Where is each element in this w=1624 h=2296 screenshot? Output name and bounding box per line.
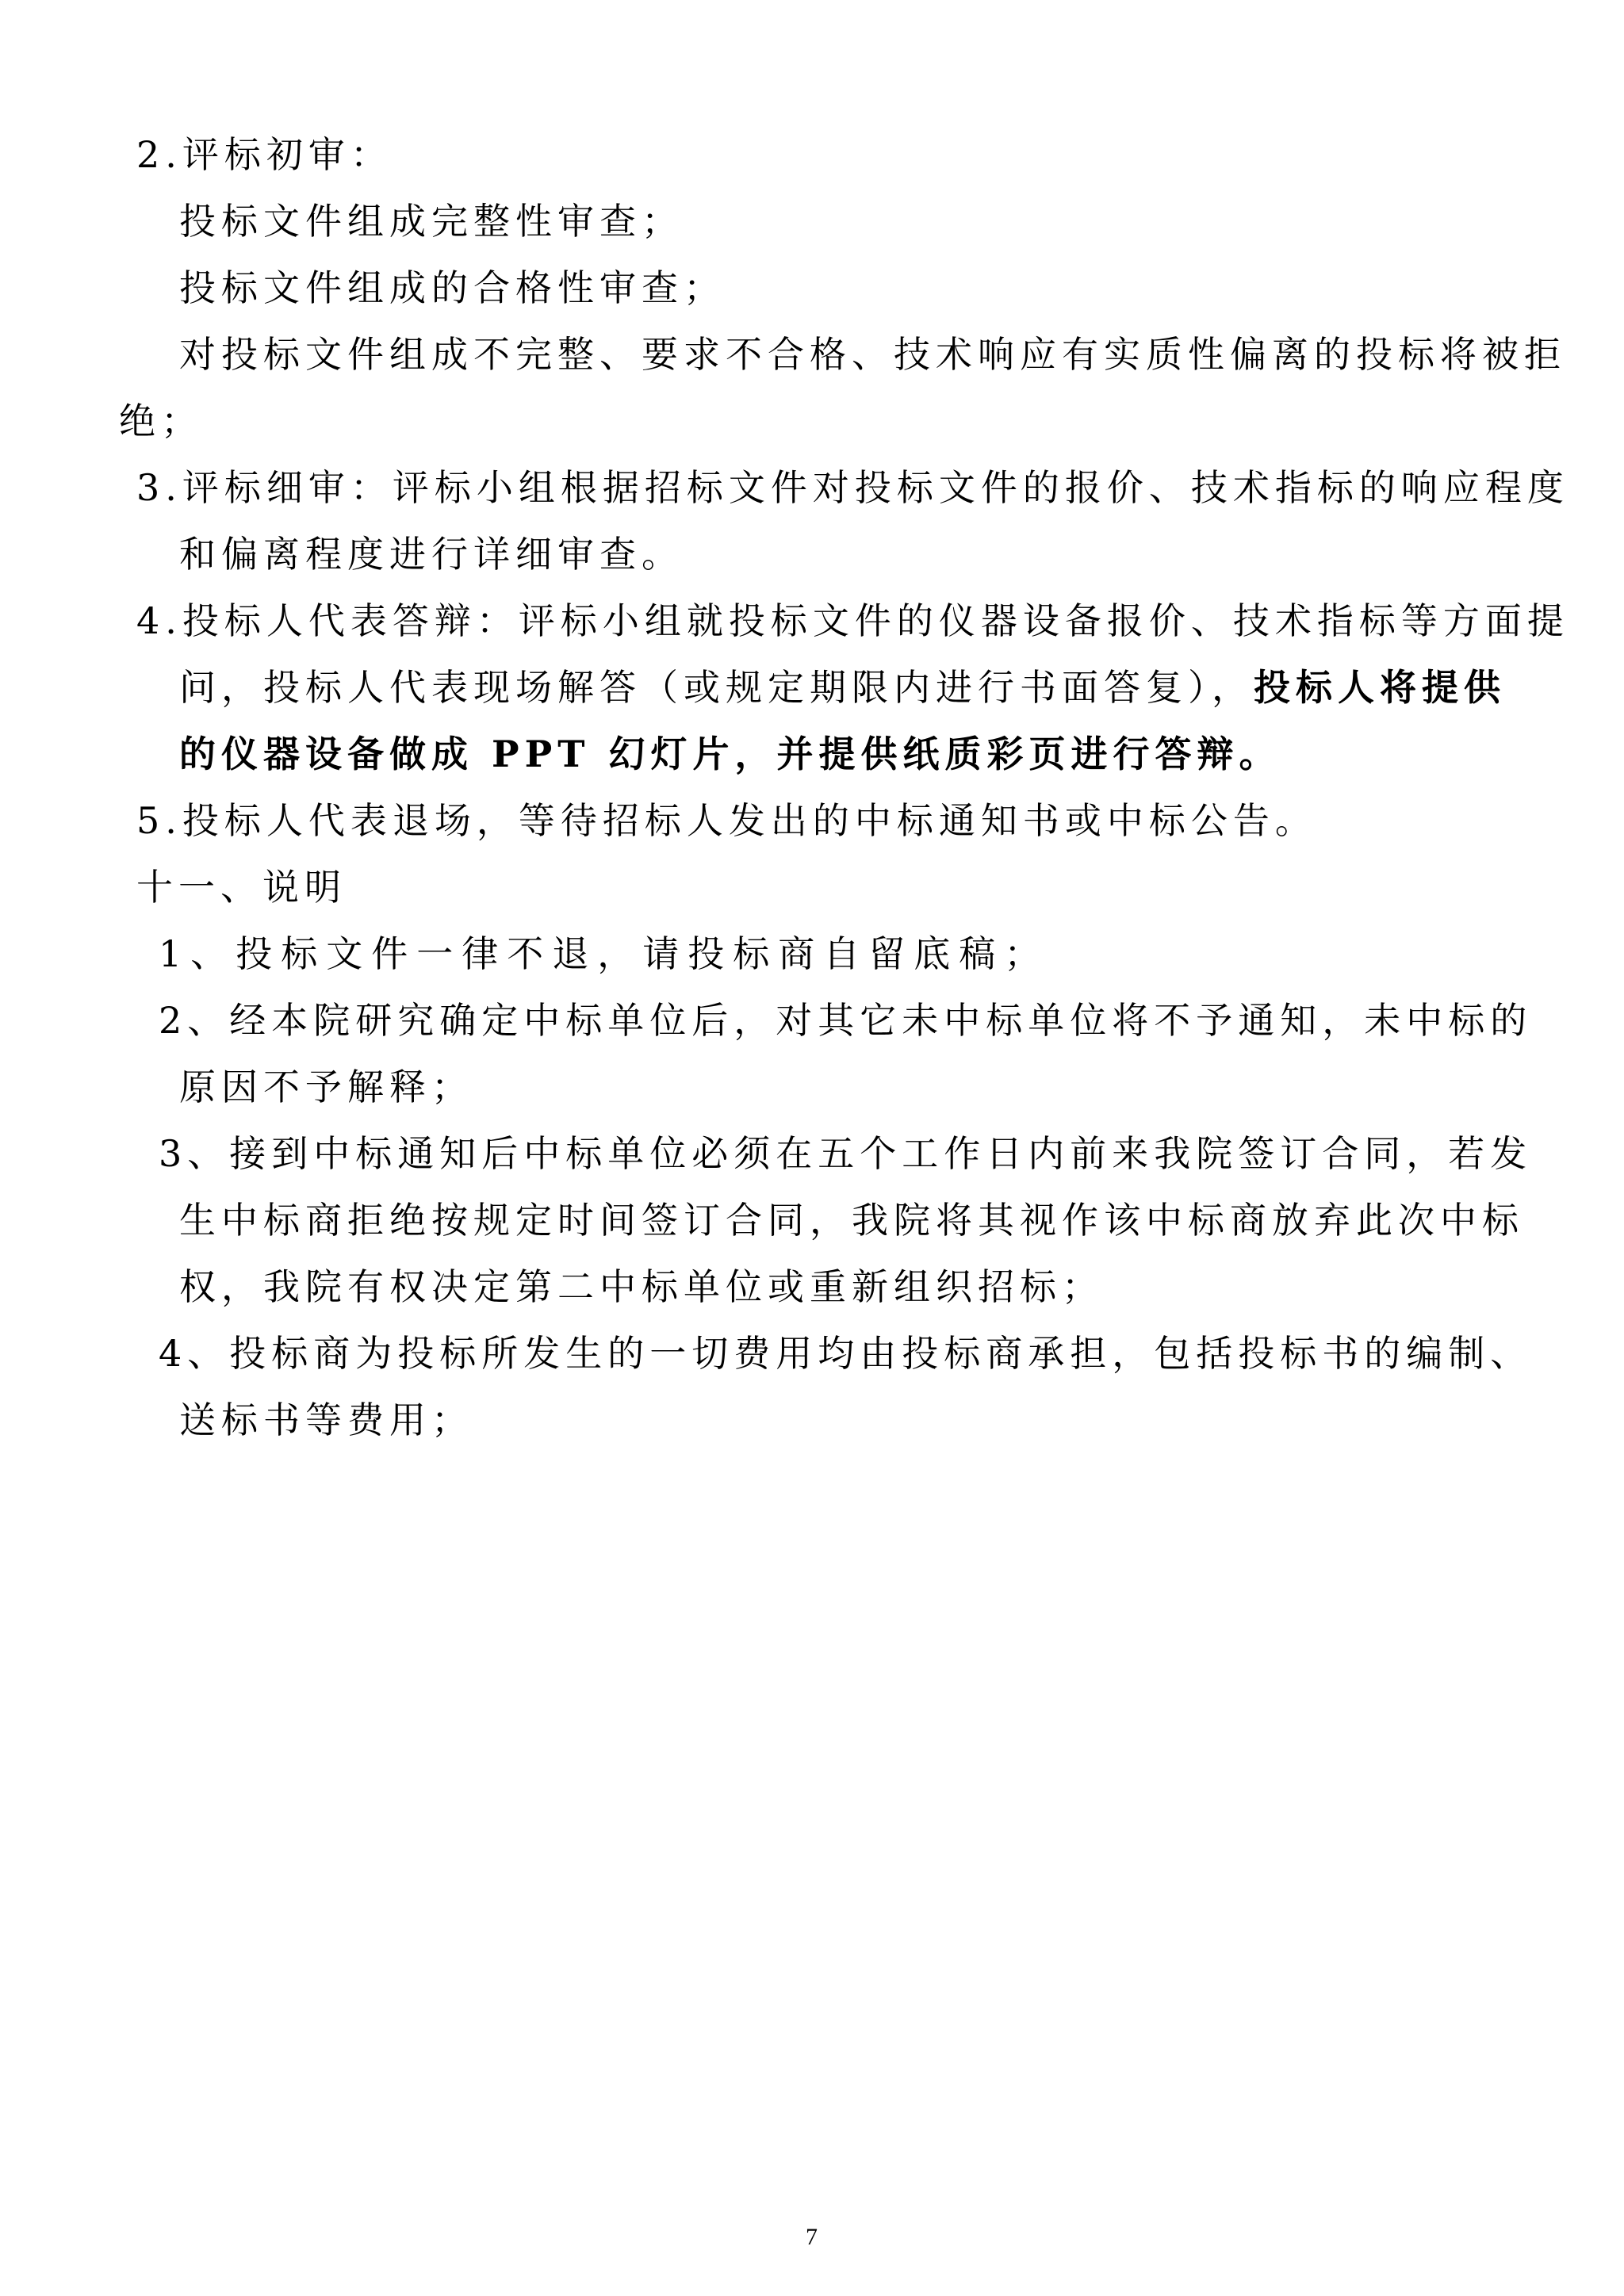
section-3-line: 3.评标细审：评标小组根据招标文件对投标文件的报价、技术指标的响应程度	[136, 466, 1569, 509]
section-5-line: 5.投标人代表退场，等待招标人发出的中标通知书或中标公告。	[136, 799, 1317, 842]
section-2-heading: 2.评标初审：	[136, 133, 393, 176]
page-number: 7	[806, 2224, 818, 2250]
text-line: 和偏离程度进行详细审查。	[179, 533, 684, 576]
text-line	[179, 665, 1506, 710]
section-11-heading: 十一、说明	[136, 866, 347, 909]
text-line: 原因不予解释；	[179, 1066, 473, 1108]
note-1-line: 1、投标文件一律不退，请投标商自留底稿；	[159, 932, 1050, 975]
note-4-line: 4、投标商为投标所发生的一切费用均由投标商承担，包括投标书的编制、	[159, 1332, 1533, 1375]
text-line: 权，我院有权决定第二中标单位或重新组织招标；	[179, 1265, 1104, 1308]
text-line: 对投标文件组成不完整、要求不合格、技术响应有实质性偏离的投标将被拒	[179, 333, 1566, 376]
text-line: 送标书等费用；	[179, 1399, 473, 1441]
text-line: 绝；	[119, 400, 203, 442]
text-line: 投标文件组成的合格性审查；	[179, 266, 726, 309]
text-line: 生中标商拒绝按规定时间签订合同，我院将其视作该中标商放弃此次中标	[179, 1199, 1524, 1242]
note-3-line: 3、接到中标通知后中标单位必须在五个工作日内前来我院签订合同，若发	[159, 1132, 1533, 1175]
text-span: 问，投标人代表现场解答（或规定期限内进行书面答复），	[179, 666, 1254, 709]
bold-emphasis-text: 投标人将提供	[1254, 666, 1506, 709]
note-2-line: 2、经本院研究确定中标单位后，对其它未中标单位将不予通知，未中标的	[159, 999, 1533, 1042]
section-4-line: 4.投标人代表答辩：评标小组就投标文件的仪器设备报价、技术指标等方面提	[136, 599, 1569, 642]
text-line: 投标文件组成完整性审查；	[179, 200, 684, 243]
bold-emphasis-line: 的仪器设备做成 PPT 幻灯片，并提供纸质彩页进行答辩。	[179, 733, 1281, 775]
